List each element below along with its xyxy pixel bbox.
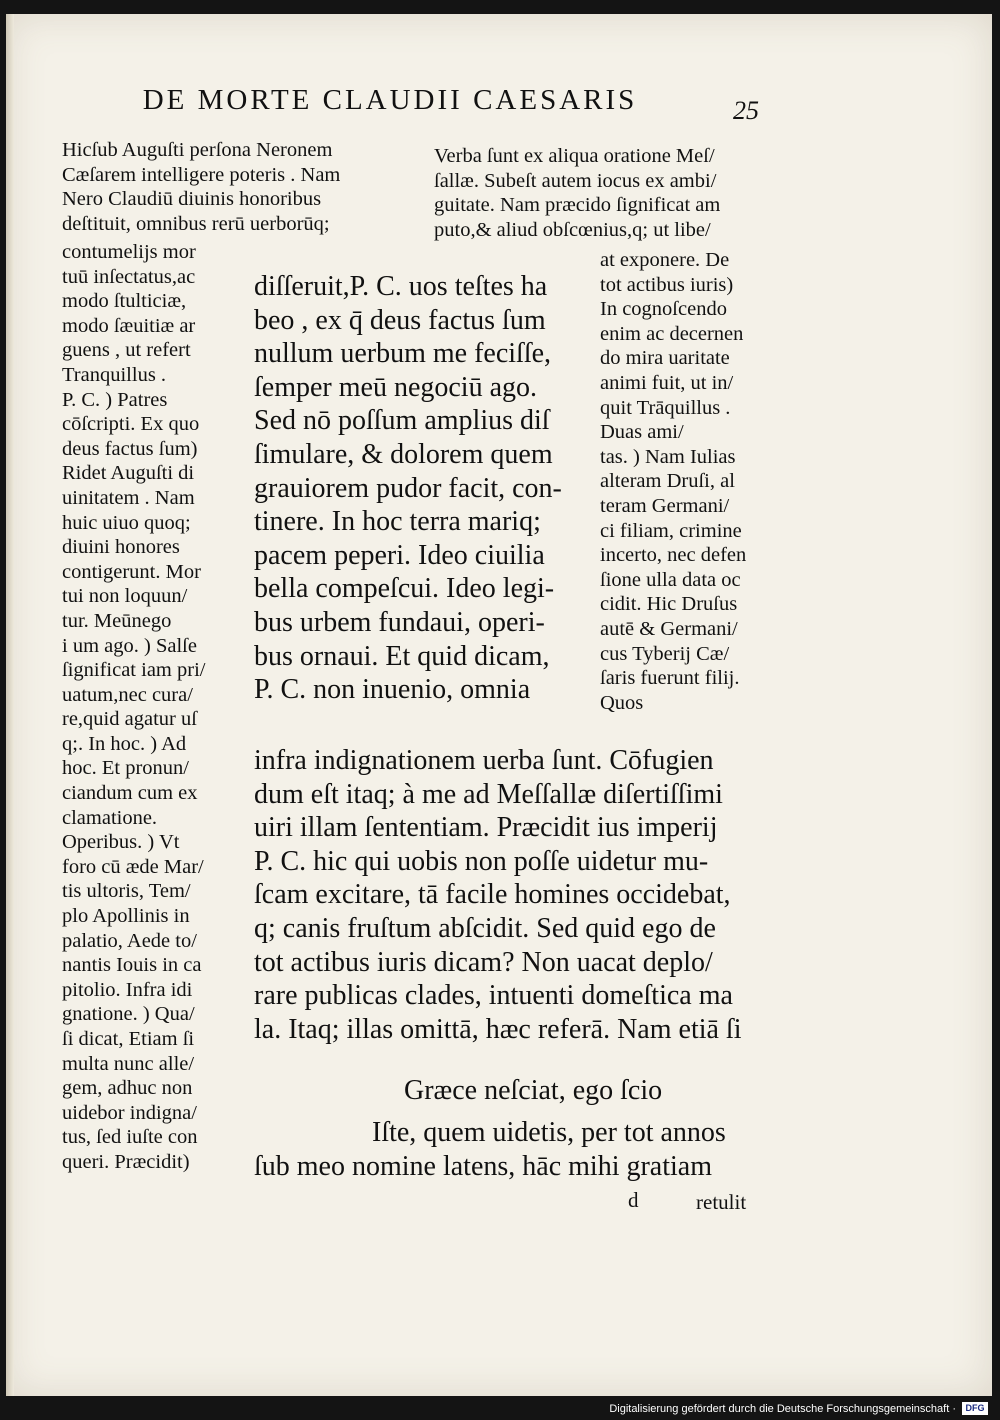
main-text-line: ſcam excitare, tā facile homines occidebat,: [254, 879, 731, 911]
gloss-line: hoc. Et pronun/: [62, 757, 189, 780]
gloss-line: cidit. Hic Druſus: [600, 593, 738, 616]
verse-line-2: Iſte, quem uidetis, per tot annos: [372, 1117, 726, 1148]
dfg-logo-icon: DFG: [962, 1402, 988, 1415]
gloss-line: guens , ut refert: [62, 339, 191, 362]
gloss-line: ſi dicat, Etiam ſi: [62, 1028, 195, 1050]
gloss-line: ci filiam, crimine: [600, 519, 742, 542]
gloss-line: teram Germani/: [600, 494, 730, 517]
gloss-line: gnatione. ) Qua/: [62, 1003, 195, 1026]
main-text-line: infra indignationem uerba ſunt. Cōfugien: [254, 745, 714, 776]
gloss-line: plo Apollinis in: [62, 905, 190, 928]
gloss-line: cus Tyberij Cæ/: [600, 642, 730, 665]
gloss-line: animi fuit, ut in/: [600, 371, 734, 394]
main-text-line: tinere. In hoc terra mariq;: [254, 506, 541, 538]
gloss-line: ciandum cum ex: [62, 782, 198, 805]
gloss-line: uatum,nec cura/: [62, 683, 193, 706]
gloss-line: i um ago. ) Salſe: [62, 634, 197, 657]
gloss-line: Duas ami/: [600, 421, 684, 444]
gloss-line: enim ac decernen: [600, 322, 744, 345]
main-text-line: Sed nō poſſum amplius diſ: [254, 405, 550, 437]
gloss-line: multa nunc alle/: [62, 1052, 195, 1075]
gloss-line: ſallæ. Subeſt autem iocus ex ambi/: [434, 169, 717, 192]
footer-credit: Digitalisierung gefördert durch die Deutsche Forschungsgemeinschaft ·: [609, 1403, 956, 1415]
main-text-line: uiri illam ſententiam. Præcidit ius imperij: [254, 812, 718, 844]
gloss-line: tot actibus iuris): [600, 273, 734, 296]
page-gutter-edge: [6, 14, 14, 1396]
gloss-line: deſtituit, omnibus rerū uerborūq;: [62, 212, 330, 235]
gloss-line: puto,& aliud obſcœnius,q; ut libe/: [434, 218, 711, 241]
gloss-line: autē & Germani/: [600, 617, 738, 640]
main-text-line: diſſeruit,P. C. uos teſtes ha: [254, 271, 548, 302]
gloss-line: ſione ulla data oc: [600, 568, 741, 591]
main-text-line: beo , ex q̄ deus factus ſum: [254, 304, 546, 336]
gloss-top-right: [434, 144, 720, 242]
gloss-line: queri. Præcidit): [62, 1150, 190, 1173]
main-text-line: P. C. hic qui uobis non poſſe uidetur mu-: [254, 845, 709, 877]
gloss-line: Cæſarem intelligere poteris . Nam: [62, 163, 341, 186]
main-text-line: ſimulare, & dolorem quem: [254, 438, 553, 470]
gloss-line: Nero Claudiū diuinis honoribus: [62, 188, 322, 211]
page-number: 25: [733, 96, 759, 125]
main-text-line: P. C. non inuenio, omnia: [254, 674, 531, 706]
gloss-line: modo ſæuitiæ ar: [62, 314, 196, 337]
main-text-line: bus urbem fundaui, operi-: [254, 606, 545, 638]
gloss-line: Verba ſunt ex aliqua oratione Meſ/: [434, 145, 715, 167]
gloss-line: modo ſtulticiæ,: [62, 290, 187, 313]
gloss-line: P. C. ) Patres: [62, 388, 168, 411]
gloss-line: quit Trāquillus .: [600, 396, 731, 419]
gloss-line: ſaris fuerunt filij.: [600, 667, 740, 690]
gloss-line: uinitatem . Nam: [62, 486, 195, 509]
verse-line-1: Græce neſciat, ego ſcio: [404, 1075, 663, 1106]
main-text-line: tot actibus iuris dicam? Non uacat deplo/: [254, 946, 713, 978]
gloss-top-left: [62, 138, 340, 236]
gloss-right-column: [600, 248, 746, 715]
main-text-line: bus ornaui. Et quid dicam,: [254, 640, 550, 672]
gloss-line: q;. In hoc. ) Ad: [62, 732, 187, 755]
main-text-line: grauiorem pudor facit, con-: [254, 472, 562, 504]
catchword: retulit: [696, 1190, 747, 1214]
gloss-line: cōſcripti. Ex quo: [62, 413, 200, 436]
running-title: DE MORTE CLAUDII CAESARIS: [142, 84, 638, 116]
main-text-line: bella compeſcui. Ideo legi-: [254, 573, 555, 605]
gloss-line: uidebor indigna/: [62, 1101, 197, 1124]
gloss-line: deus factus ſum): [62, 437, 198, 460]
main-text-narrow: [254, 270, 562, 707]
gloss-line: clamatione.: [62, 806, 158, 829]
gloss-line: Hicſub Auguſti perſona Neronem: [62, 139, 333, 161]
gloss-line: tis ultoris, Tem/: [62, 880, 191, 903]
gloss-line: guitate. Nam præcido ſignificat am: [434, 194, 721, 217]
gloss-line: tuū inſectatus,ac: [62, 265, 196, 288]
gloss-line: In cognoſcendo: [600, 298, 727, 321]
gloss-line: tus, ſed iuſte con: [62, 1126, 198, 1149]
gloss-line: nantis Iouis in ca: [62, 954, 202, 977]
gloss-line: alteram Druſi, al: [600, 470, 735, 493]
gloss-line: do mira uaritate: [600, 347, 730, 370]
gloss-line: tas. ) Nam Iulias: [600, 445, 736, 468]
main-text-line: dum eſt itaq; à me ad Meſſallæ diſertiſſimi: [254, 778, 723, 810]
main-text-line: rare publicas clades, intuenti domeſtica ma: [254, 980, 733, 1012]
gloss-line: tui non loquun/: [62, 585, 188, 608]
gloss-line: at exponere. De: [600, 249, 730, 271]
digitization-footer: [0, 1398, 1000, 1420]
gloss-line: tur. Meūnego: [62, 609, 172, 632]
main-text-line: la. Itaq; illas omittā, hæc referā. Nam etiā ſi: [254, 1013, 742, 1045]
gloss-line: diuini honores: [62, 536, 180, 559]
gloss-line: incerto, nec defen: [600, 544, 747, 567]
gloss-line: huic uiuo quoq;: [62, 511, 191, 534]
gloss-line: ſignificat iam pri/: [62, 659, 206, 682]
main-text-line: ſemper meū negociū ago.: [254, 371, 538, 403]
gloss-line: foro cū æde Mar/: [62, 855, 204, 878]
gloss-line: Ridet Auguſti di: [62, 462, 195, 485]
gloss-line: Quos: [600, 691, 644, 714]
main-text-line: q; canis fruſtum abſcidit. Sed quid ego de: [254, 912, 716, 944]
gloss-line: re,quid agatur uſ: [62, 708, 197, 731]
gloss-line: Tranquillus .: [62, 363, 167, 386]
gloss-line: gem, adhuc non: [62, 1077, 193, 1100]
gloss-line: contigerunt. Mor: [62, 560, 201, 583]
main-text-wide: [254, 744, 741, 1046]
gloss-line: pitolio. Infra idi: [62, 978, 193, 1001]
main-text-line: nullum uerbum me feciſſe,: [254, 338, 552, 370]
gloss-left-column: [62, 240, 205, 1175]
gloss-line: contumelijs mor: [62, 241, 196, 263]
gloss-line: Operibus. ) Vt: [62, 831, 180, 854]
signature-mark: d: [628, 1188, 639, 1212]
verse-line-3: ſub meo nomine latens, hāc mihi gratiam: [254, 1151, 712, 1182]
gloss-line: palatio, Aede to/: [62, 929, 197, 952]
main-text-line: pacem peperi. Ideo ciuilia: [254, 539, 545, 571]
